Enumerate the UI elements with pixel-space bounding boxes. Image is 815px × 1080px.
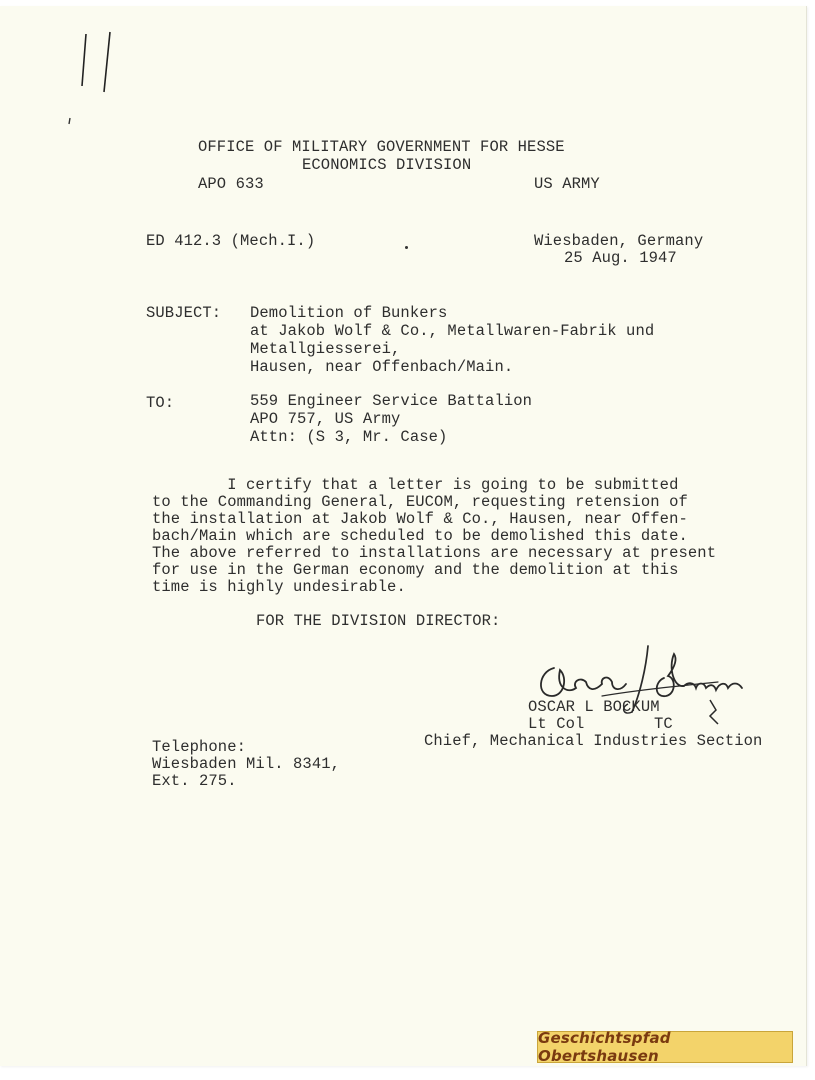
subject-line: at Jakob Wolf & Co., Metallwaren-Fabrik und (250, 322, 655, 340)
subject-line: Metallgiesserei, (250, 340, 401, 358)
closing-line: FOR THE DIVISION DIRECTOR: (256, 612, 501, 630)
watermark-text: Geschichtspfad Obertshausen (538, 1029, 671, 1065)
body-line: bach/Main which are scheduled to be demolished this date. (152, 527, 688, 545)
signer-branch: TC (654, 715, 673, 733)
to-label: TO: (146, 394, 175, 412)
letterhead-apo: APO 633 (198, 175, 264, 193)
subject-line: Hausen, near Offenbach/Main. (250, 358, 514, 376)
telephone-label: Telephone: (152, 738, 247, 756)
body-line: the installation at Jakob Wolf & Co., Hausen, near Offen- (152, 510, 688, 528)
signer-name: OSCAR L BOCKUM (528, 698, 660, 716)
file-reference: ED 412.3 (Mech.I.) (146, 232, 316, 250)
body-line: time is highly undesirable. (152, 578, 406, 596)
to-line: Attn: (S 3, Mr. Case) (250, 428, 448, 446)
telephone-number: Wiesbaden Mil. 8341, (152, 755, 341, 773)
signer-rank: Lt Col (528, 715, 585, 733)
letter-date: 25 Aug. 1947 (564, 249, 677, 267)
subject-label: SUBJECT: (146, 304, 222, 322)
signature-flourish (700, 694, 730, 734)
body-line: The above referred to installations are necessary at present (152, 544, 717, 562)
signer-title: Chief, Mechanical Industries Section (424, 732, 763, 750)
to-line: 559 Engineer Service Battalion (250, 392, 533, 410)
letterhead-army: US ARMY (534, 175, 600, 193)
letterhead-office: OFFICE OF MILITARY GOVERNMENT FOR HESSE (198, 138, 565, 156)
letter-place: Wiesbaden, Germany (534, 232, 704, 250)
letterhead-division: ECONOMICS DIVISION (302, 156, 472, 174)
stray-dot (405, 246, 408, 249)
to-line: APO 757, US Army (250, 410, 401, 428)
telephone-extension: Ext. 275. (152, 772, 237, 790)
body-line: for use in the German economy and the demolition at this (152, 561, 679, 579)
body-line: I certify that a letter is going to be submitted (152, 476, 679, 494)
source-watermark (537, 1031, 793, 1063)
subject-line: Demolition of Bunkers (250, 304, 448, 322)
margin-pen-marks (64, 30, 124, 130)
body-line: to the Commanding General, EUCOM, requesting retension of (152, 493, 688, 511)
letter-page (0, 6, 807, 1066)
